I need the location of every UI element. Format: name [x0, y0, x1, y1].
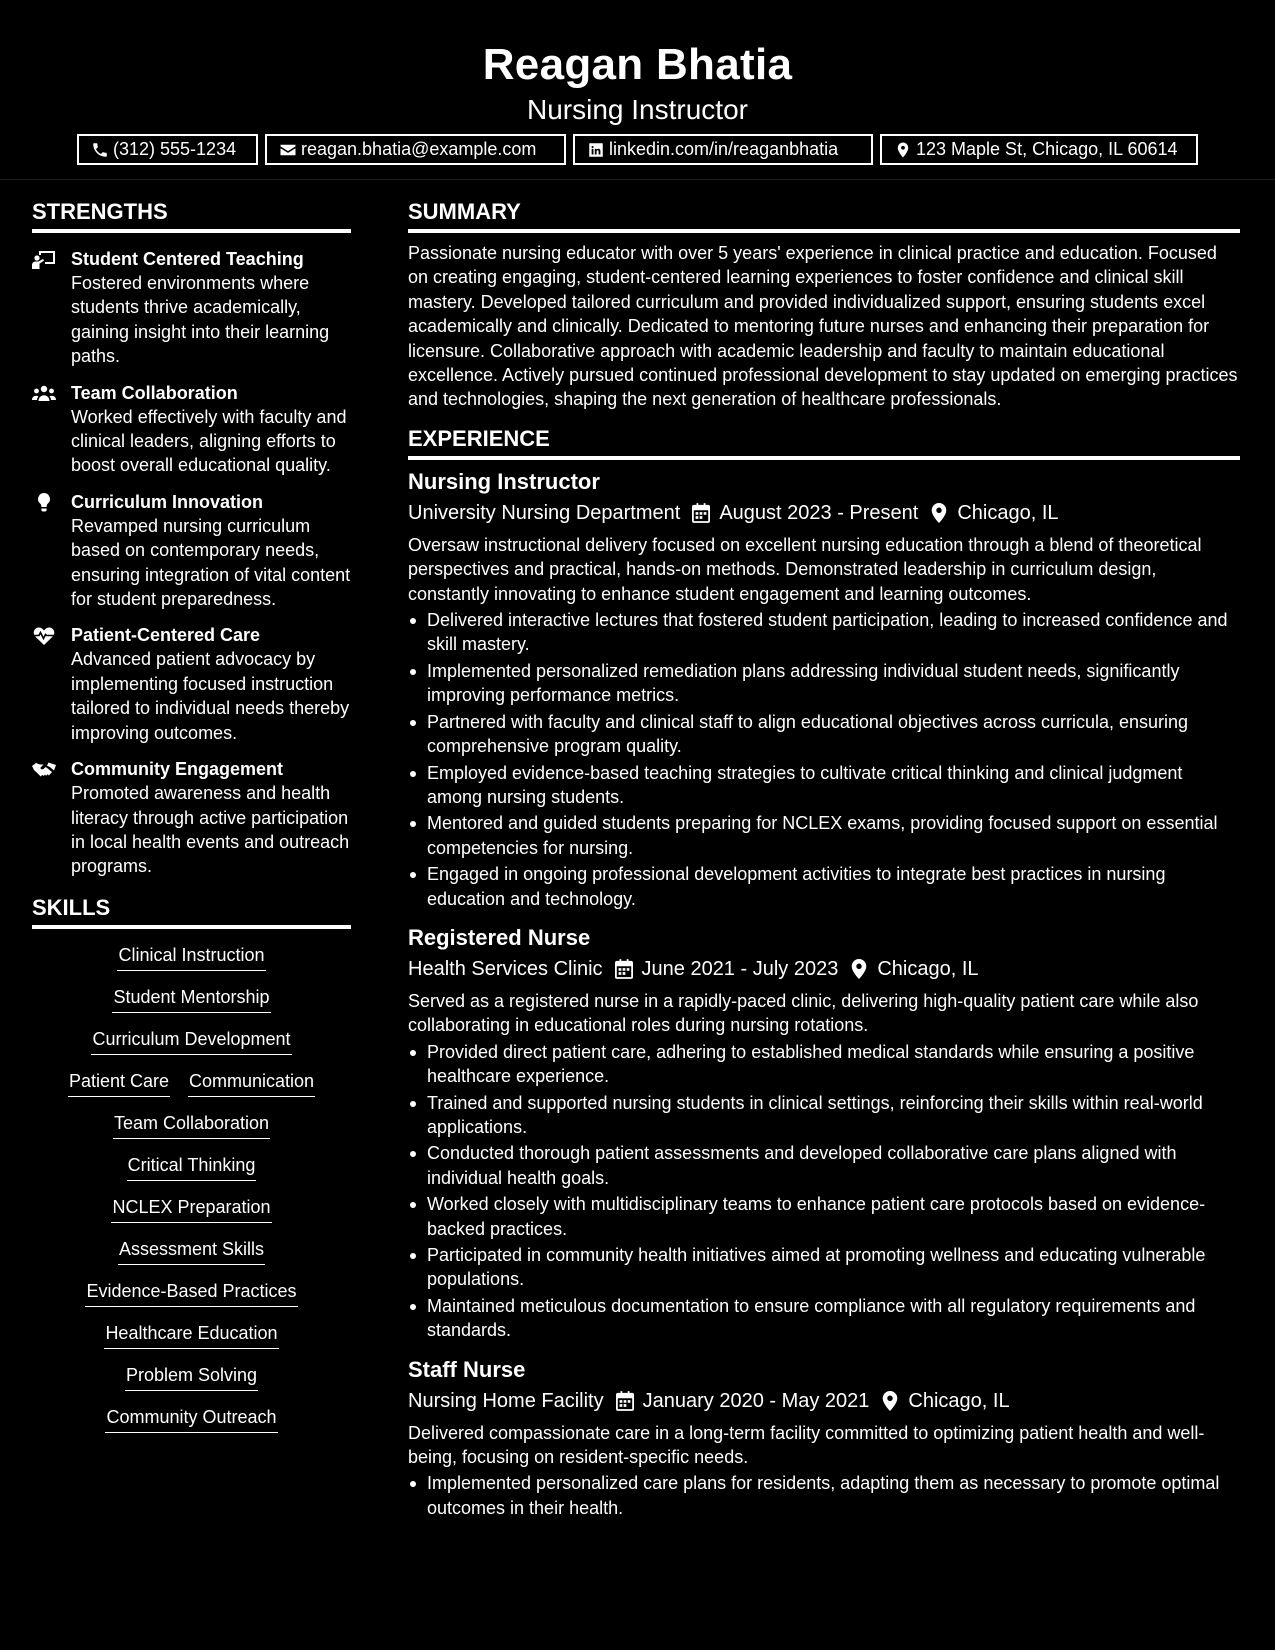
job-entry: [408, 468, 1240, 911]
job-org: University Nursing Department: [408, 501, 681, 524]
phone-contact[interactable]: [77, 134, 258, 165]
job-title: Registered Nurse: [408, 924, 591, 950]
job-bullet: Conducted thorough patient assessments and developed collaborative care plans aligned with individual health goals.: [408, 1141, 1240, 1190]
email-contact[interactable]: [265, 134, 566, 165]
map-pin-icon: [881, 1391, 899, 1411]
skills-list: [32, 943, 351, 1433]
teacher-icon: [32, 250, 56, 270]
job-bullet: Implemented personalized care plans for residents, adapting them as necessary to promote optimal outcomes in their health.: [408, 1471, 1240, 1520]
job-description: Delivered compassionate care in a long-term facility committed to optimizing patient health and well-being, focusing on resident-specific needs.: [408, 1422, 1205, 1468]
right-column: [408, 197, 1240, 1522]
contact-bar: [0, 134, 1275, 165]
strengths-heading: STRENGTHS: [32, 197, 351, 233]
candidate-name: Reagan Bhatia: [482, 40, 793, 89]
skill-tag: Assessment Skills: [118, 1237, 265, 1265]
location-text: 123 Maple St, Chicago, IL 60614: [916, 139, 1178, 159]
heartbeat-icon: [32, 626, 56, 646]
users-icon: [32, 384, 56, 404]
resume-header: [0, 0, 1275, 180]
skill-tag: Evidence-Based Practices: [85, 1279, 297, 1307]
map-pin-icon: [894, 141, 912, 159]
location-contact[interactable]: [880, 134, 1198, 165]
job-bullet: Delivered interactive lectures that fostered student participation, leading to increased confidence and skill mastery.: [408, 608, 1240, 657]
skills-heading: SKILLS: [32, 893, 351, 929]
skill-tag: Team Collaboration: [113, 1111, 270, 1139]
job-bullets: [408, 608, 1240, 911]
strength-desc: Advanced patient advocacy by implementing focused instruction tailored to individual needs thereby improving outcomes.: [71, 649, 350, 743]
strength-desc: Fostered environments where students thrive academically, gaining insight into their learning paths.: [71, 273, 330, 367]
job-location: Chicago, IL: [908, 1389, 1010, 1412]
linkedin-icon: [587, 141, 605, 159]
strength-title: Student Centered Teaching: [71, 249, 304, 269]
skill-tag: Healthcare Education: [104, 1321, 278, 1349]
job-dates: June 2021 - July 2023: [641, 957, 839, 980]
job-dates: August 2023 - Present: [719, 501, 919, 524]
job-bullet: Partnered with faculty and clinical staff to align educational objectives across curricula, ensuring comprehensive program quality.: [408, 710, 1240, 759]
skill-tag: Student Mentorship: [112, 985, 270, 1013]
job-bullet: Implemented personalized remediation plans addressing individual student needs, significantly improving performance metrics.: [408, 659, 1240, 708]
skill-tag: Patient Care: [68, 1069, 170, 1097]
job-title: Nursing Instructor: [408, 468, 600, 494]
linkedin-contact[interactable]: [573, 134, 873, 165]
job-location: Chicago, IL: [877, 957, 979, 980]
job-bullet: Employed evidence-based teaching strategies to cultivate critical thinking and clinical judgment among nursing students.: [408, 761, 1240, 810]
skill-tag: Problem Solving: [125, 1363, 258, 1391]
strengths-list: [32, 247, 351, 879]
job-meta: [408, 499, 1240, 527]
strength-desc: Revamped nursing curriculum based on contemporary needs, ensuring integration of vital content for student preparedness.: [71, 515, 351, 610]
job-org: Health Services Clinic: [408, 957, 603, 980]
strength-title: Community Engagement: [71, 759, 284, 780]
skill-tag: Critical Thinking: [127, 1153, 257, 1181]
summary-text: Passionate nursing educator with over 5 years' experience in clinical practice and education. Focused on creating engaging, student-centered learning experiences to foster confidence and clinical skill mastery. Developed tailored curriculum and provided individualized support, ensuring students excel academically and clinically. Dedicated to mentoring future nurses and enhancing their preparation for licensure. Collaborative approach with academic leadership and faculty to maintain educational excellence. Actively pursued continued professional development to stay updated on emerging practices and technologies, shaping the next generation of healthcare professionals.: [408, 243, 1238, 410]
job-bullet: Provided direct patient care, adhering to established medical standards while ensuring a positive healthcare experience.: [408, 1040, 1240, 1089]
strength-item: [32, 247, 351, 369]
map-pin-icon: [930, 503, 948, 523]
left-column: [32, 197, 351, 1433]
candidate-title: Nursing Instructor: [527, 94, 748, 125]
job-meta: [408, 1387, 1240, 1415]
job-description: Oversaw instructional delivery focused on excellent nursing education through a blend of theoretical perspectives and practical, hands-on methods. Demonstrated leadership in curriculum design, constantly innovating to enhance student engagement and learning outcomes.: [408, 534, 1202, 604]
envelope-icon: [279, 141, 297, 159]
job-bullets: [408, 1040, 1240, 1343]
email-text: reagan.bhatia@example.com: [301, 139, 537, 159]
strength-item: [32, 623, 351, 745]
job-bullet: Engaged in ongoing professional development activities to integrate best practices in nursing education and technology.: [408, 862, 1240, 911]
experience-heading: EXPERIENCE: [408, 424, 1240, 460]
strength-desc: Promoted awareness and health literacy through active participation in local health events and outreach programs.: [71, 783, 350, 877]
job-location: Chicago, IL: [957, 501, 1059, 524]
calendar-icon: [616, 1391, 634, 1411]
lightbulb-icon: [32, 493, 56, 513]
strength-desc: Worked effectively with faculty and clinical leaders, aligning efforts to boost overall educational quality.: [71, 406, 347, 476]
job-bullet: Trained and supported nursing students in clinical settings, reinforcing their skills within real-world applications.: [408, 1091, 1240, 1140]
job-bullet: Maintained meticulous documentation to ensure compliance with all regulatory requirements and standards.: [408, 1294, 1240, 1343]
job-description: Served as a registered nurse in a rapidly-paced clinic, delivering high-quality patient care while also collaborating in educational roles during nursing rotations.: [408, 990, 1199, 1036]
linkedin-text: linkedin.com/in/reaganbhatia: [609, 139, 839, 159]
skill-tag: Community Outreach: [105, 1405, 277, 1433]
job-bullet: Participated in community health initiatives aimed at promoting wellness and educating vulnerable populations.: [408, 1243, 1240, 1292]
skill-tag: Communication: [188, 1069, 315, 1097]
job-dates: January 2020 - May 2021: [642, 1389, 870, 1412]
job-org: Nursing Home Facility: [408, 1389, 604, 1412]
job-entry: [408, 1356, 1240, 1521]
calendar-icon: [615, 959, 633, 979]
phone-text: (312) 555-1234: [113, 139, 237, 159]
strength-item: [32, 757, 351, 879]
job-meta: [408, 955, 1240, 983]
phone-icon: [91, 141, 109, 159]
handshake-icon: [32, 760, 56, 780]
job-bullet: Worked closely with multidisciplinary teams to enhance patient care protocols based on evidence-backed practices.: [408, 1192, 1240, 1241]
summary-heading: SUMMARY: [408, 197, 1240, 233]
strength-title: Team Collaboration: [71, 382, 238, 403]
job-bullets: [408, 1471, 1240, 1520]
strength-title: Patient-Centered Care: [71, 625, 261, 646]
strength-item: [32, 381, 351, 478]
calendar-icon: [692, 503, 710, 523]
skill-tag: Curriculum Development: [91, 1027, 291, 1055]
skill-tag: NCLEX Preparation: [111, 1195, 271, 1223]
job-title: Staff Nurse: [408, 1356, 526, 1382]
strength-title: Curriculum Innovation: [71, 491, 264, 512]
skill-tag: Clinical Instruction: [117, 943, 265, 971]
strength-item: [32, 490, 351, 612]
job-entry: [408, 924, 1240, 1343]
map-pin-icon: [850, 959, 868, 979]
job-bullet: Mentored and guided students preparing for NCLEX exams, providing focused support on essential competencies for nursing.: [408, 811, 1240, 860]
